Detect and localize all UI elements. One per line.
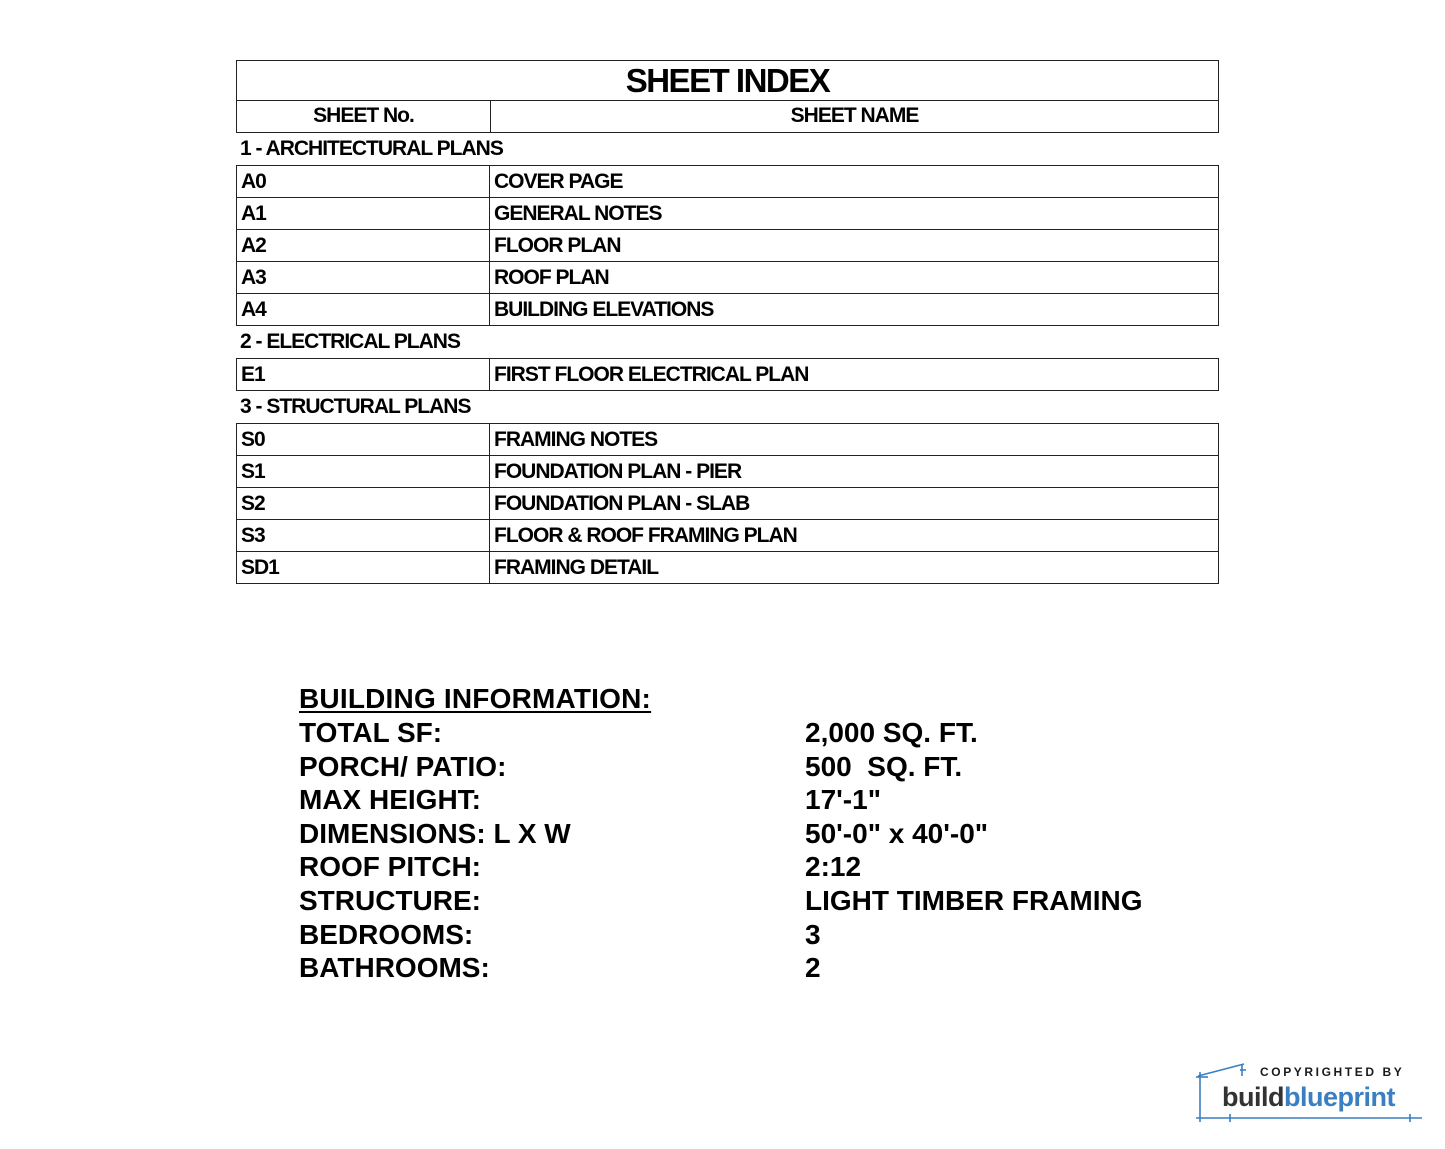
sheet-name: FOUNDATION PLAN - SLAB xyxy=(494,492,750,515)
sheet-name: GENERAL NOTES xyxy=(494,202,662,225)
table-row xyxy=(237,261,1218,293)
info-label: PORCH/ PATIO: xyxy=(299,750,507,782)
table-row xyxy=(237,487,1218,519)
sheet-name: FRAMING DETAIL xyxy=(494,556,659,579)
brand-part-build: build xyxy=(1222,1082,1284,1112)
info-label: DIMENSIONS: L X W xyxy=(299,817,571,849)
sheet-name: FIRST FLOOR ELECTRICAL PLAN xyxy=(494,363,809,386)
sheet-name: FLOOR & ROOF FRAMING PLAN xyxy=(494,524,797,547)
sheet-name: COVER PAGE xyxy=(494,170,623,193)
sheet-name: FLOOR PLAN xyxy=(494,234,621,257)
info-label: STRUCTURE: xyxy=(299,884,481,916)
info-row xyxy=(299,817,1199,851)
table-row xyxy=(237,229,1218,261)
sheet-number: A4 xyxy=(237,294,490,325)
info-label: BATHROOMS: xyxy=(299,952,490,984)
sheet-name: BUILDING ELEVATIONS xyxy=(494,298,714,321)
section-title-electrical: 2 - ELECTRICAL PLANS xyxy=(240,330,460,353)
info-row xyxy=(299,783,1199,817)
info-value: 2 xyxy=(805,952,821,984)
sheet-name: ROOF PLAN xyxy=(494,266,609,289)
sheet-number: A1 xyxy=(237,198,490,229)
table-row xyxy=(237,519,1218,551)
table-row xyxy=(237,166,1218,197)
copyright-label: COPYRIGHTED BY xyxy=(1260,1065,1405,1079)
info-row xyxy=(299,850,1199,884)
section-structural-rows xyxy=(236,423,1219,584)
section-title-architectural: 1 - ARCHITECTURAL PLANS xyxy=(240,137,503,160)
sheet-number: A3 xyxy=(237,262,490,293)
info-value: 17'-1" xyxy=(805,784,881,816)
building-information xyxy=(299,682,1199,985)
sheet-name: FOUNDATION PLAN - PIER xyxy=(494,460,742,483)
sheet-number: A0 xyxy=(237,166,490,197)
info-value: 2:12 xyxy=(805,851,862,883)
table-row xyxy=(237,359,1218,390)
header-sheet-number: SHEET No. xyxy=(237,101,491,132)
info-row xyxy=(299,884,1199,918)
table-row xyxy=(237,424,1218,455)
info-value: 3 xyxy=(805,918,821,950)
table-row xyxy=(237,197,1218,229)
info-value: LIGHT TIMBER FRAMING xyxy=(805,884,1143,916)
section-title-structural: 3 - STRUCTURAL PLANS xyxy=(240,395,471,418)
sheet-index-header-row xyxy=(236,101,1219,133)
info-label: MAX HEIGHT: xyxy=(299,784,481,816)
info-value: 2,000 SQ. FT. xyxy=(805,717,978,748)
header-sheet-name: SHEET NAME xyxy=(790,104,919,127)
sheet-number: SD1 xyxy=(237,552,490,583)
info-row xyxy=(299,750,1199,784)
building-info-title: BUILDING INFORMATION: xyxy=(299,683,652,714)
info-value: 50'-0" x 40'-0" xyxy=(805,817,989,849)
sheet-number: A2 xyxy=(237,230,490,261)
sheet-index-title: SHEET INDEX xyxy=(236,60,1219,101)
info-label: BEDROOMS: xyxy=(299,918,474,950)
info-value: 500 SQ. FT. xyxy=(805,750,963,782)
table-row xyxy=(237,455,1218,487)
sheet-number: S3 xyxy=(237,520,490,551)
buildblueprint-logo xyxy=(1196,1060,1424,1122)
brand-part-blueprint: blueprint xyxy=(1283,1082,1395,1112)
info-row xyxy=(299,716,1199,750)
info-row xyxy=(299,918,1199,952)
table-row xyxy=(237,293,1218,325)
info-row xyxy=(299,951,1199,985)
section-electrical-rows xyxy=(236,358,1219,391)
sheet-index-table xyxy=(236,60,1219,584)
sheet-number: S2 xyxy=(237,488,490,519)
info-label: ROOF PITCH: xyxy=(299,851,481,883)
section-architectural-rows xyxy=(236,165,1219,326)
brand-name xyxy=(1222,1082,1395,1113)
sheet-number: S0 xyxy=(237,424,490,455)
info-label: TOTAL SF: xyxy=(299,717,443,748)
sheet-name: FRAMING NOTES xyxy=(494,428,658,451)
sheet-number: E1 xyxy=(237,359,490,390)
table-row xyxy=(237,551,1218,583)
sheet-number: S1 xyxy=(237,456,490,487)
